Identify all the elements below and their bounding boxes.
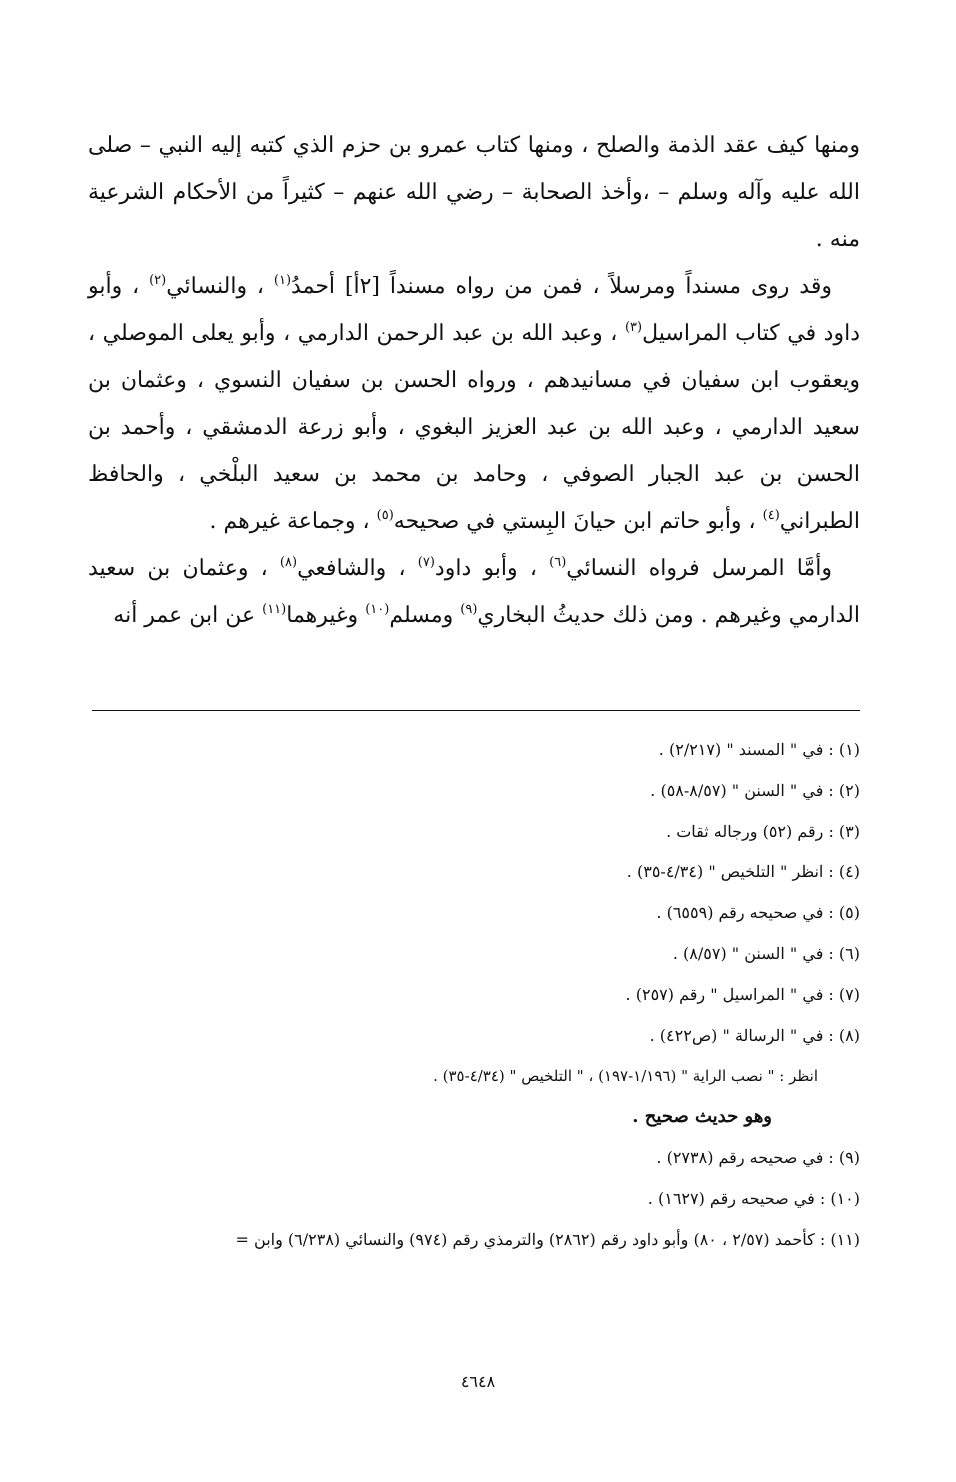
paragraph-text: وغيرهما: [286, 603, 366, 628]
paragraph-text: ، وعبد الله بن عبد الرحمن الدارمي ، وأبو يعلى الموصلي ، ويعقوب ابن سفيان في مسانيدهم ، ورواه الحسن بن سفيان النسوي ، وعثمان بن سعيد الدارمي ، وعبد الله بن عبد العزيز البغوي ، وأبو زرعة الدمشقي ، وأحمد بن الحسن بن عبد الجبار الصوفي ، وحامد بن محمد بن سعيد البلْخي ، والحافظ الطبراني: [88, 321, 860, 534]
footnote-item: (٤) : انظر " التلخيص " (٤/٣٤-٣٥) .: [626, 862, 860, 882]
paragraph-text: ومنها كيف عقد الذمة والصلح ، ومنها كتاب عمرو بن حزم الذي كتبه إليه النبي – صلى الله عليه وآله وسلم – ،وأخذ الصحابة – رضي الله عنهم – كثيراً من الأحكام الشرعية منه .: [88, 133, 860, 252]
footnote-item: (٣) : رقم (٥٢) ورجاله ثقات .: [666, 821, 860, 841]
footnote-separator: [92, 710, 860, 711]
paragraph-text: ، والشافعي: [297, 556, 418, 581]
paragraph-text: ، وعثمان بن سعيد الدارمي وغيرهم . ومن ذلك حديثُ البخاري: [88, 556, 860, 628]
main-text-body: [88, 122, 860, 639]
footnote-item: (٩) : في صحيحه رقم (٢٧٣٨) .: [656, 1147, 860, 1167]
body-paragraph: [88, 122, 860, 263]
footnote-item: (١) : في " المسند " (٢/٢١٧) .: [658, 740, 860, 759]
footnote-reference: (٣): [624, 320, 643, 335]
footnote-item: (٦) : في " السنن " (٨/٥٧) .: [672, 943, 860, 963]
footnote-continuation: انظر : " نصب الراية " (١/١٩٦-١٩٧) ، " التلخيص " (٤/٣٤-٣٥) .: [433, 1067, 818, 1086]
footnote-reference: (٧): [417, 555, 435, 570]
paragraph-text: ، وأبو حاتم ابن حيانَ البِستي في صحيحه: [393, 509, 763, 534]
footnote-reference: (٢): [149, 273, 167, 288]
paragraph-text: ، وأبو داود في كتاب المراسيل: [88, 274, 860, 346]
page-number: ٤٦٤٨: [460, 1372, 496, 1391]
paragraph-text: وأمَّا المرسل فرواه النسائي: [566, 556, 832, 581]
footnote-item: (٨) : في " الرسالة " (ص٤٢٢) .: [649, 1025, 860, 1045]
paragraph-text: ، وأبو داود: [434, 556, 550, 581]
footnote-reference: (١٠): [365, 602, 390, 617]
paragraph-text: ، وجماعة غيرهم .: [209, 509, 377, 534]
footnote-item: (٧) : في " المراسيل " رقم (٢٥٧) .: [625, 984, 860, 1004]
footnote-item: (١١) : كأحمد (٢/٥٧ ، ٨٠) وأبو داود رقم (٢٨٦٢) والترمذي رقم (٩٧٤) والنسائي (٦/٢٣٨) وابن =: [235, 1229, 860, 1249]
paragraph-text: وقد روى مسنداً ومرسلاً ، فمن من رواه مسنداً [٢أ] أحمدُ: [291, 274, 832, 299]
footnote-reference: (٩): [460, 602, 478, 617]
footnote-reference: (٤): [762, 508, 780, 523]
footnote-reference: (٨): [279, 555, 298, 570]
footnotes-section: [88, 730, 860, 1260]
body-paragraph: [88, 263, 860, 545]
footnote-item: (٢) : في " السنن " (٨/٥٧-٥٨) .: [650, 780, 860, 800]
paragraph-text: عن ابن عمر أنه: [113, 603, 263, 628]
footnote-item: (٥) : في صحيحه رقم (٦٥٥٩) .: [656, 903, 860, 923]
footnote-reference: (٥): [376, 508, 394, 523]
body-paragraph: [88, 545, 860, 639]
footnote-reference: (٦): [549, 555, 567, 570]
footnote-reference: (١): [273, 273, 292, 288]
paragraph-text: ومسلم: [389, 603, 461, 628]
footnote-reference: (١١): [262, 602, 287, 617]
footnote-item: (١٠) : في صحيحه رقم (١٦٢٧) .: [647, 1188, 860, 1208]
footnote-verdict: وهو حديث صحيح .: [632, 1106, 772, 1128]
paragraph-text: ، والنسائي: [166, 274, 274, 299]
